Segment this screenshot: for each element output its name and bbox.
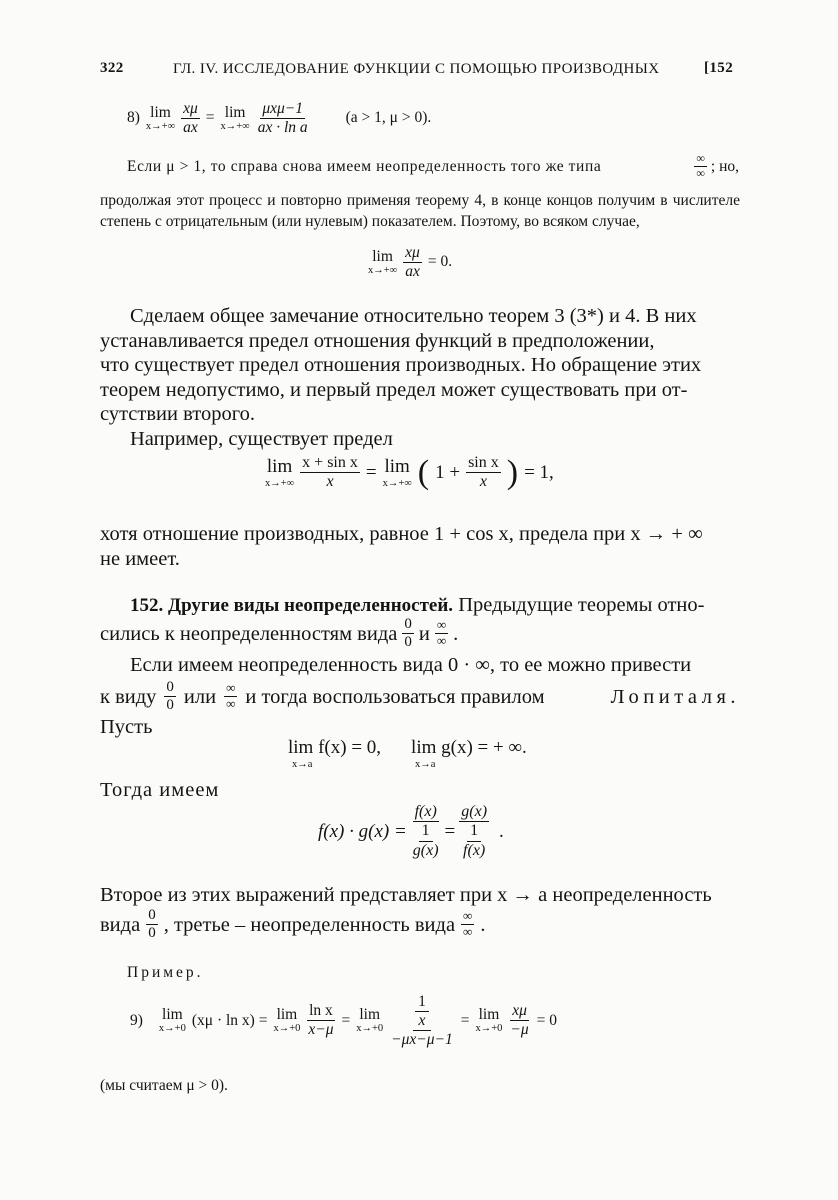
- gx: g(x): [412, 841, 439, 859]
- lim-text: lim: [384, 455, 410, 477]
- limit-operator: [221, 104, 250, 133]
- denominator: x: [326, 473, 334, 491]
- condition: (a > 1, μ > 0).: [345, 109, 432, 127]
- fraction: [466, 454, 501, 492]
- lim-text: lim: [150, 104, 171, 122]
- fraction: [181, 100, 200, 137]
- inf-fraction: [224, 681, 237, 712]
- one-plus: 1 +: [435, 461, 461, 483]
- period: .: [499, 820, 504, 842]
- lim-text: lim: [266, 455, 293, 477]
- lim-subscript: x→+0: [356, 1023, 384, 1035]
- small-text: Если μ > 1, то справа снова имеем неопределенность того же типа: [127, 157, 602, 175]
- remark-paragraph: [100, 304, 740, 451]
- limit-operator: [273, 1006, 300, 1035]
- period: .: [480, 913, 486, 936]
- small-paragraph-line1: [127, 152, 739, 181]
- section-152-line4: [100, 679, 740, 715]
- fraction: [459, 803, 489, 860]
- fraction: [256, 100, 310, 137]
- lim-text: lim f(x) = 0,: [288, 737, 382, 758]
- denominator: [461, 822, 487, 860]
- denominator: ax: [405, 262, 420, 280]
- limit-operator: [265, 457, 294, 489]
- numerator: ∞: [436, 617, 447, 633]
- numerator: 0: [146, 907, 158, 925]
- text-line: хотя отношение производных, равное 1 + cos x, предела при x → + ∞: [100, 523, 703, 545]
- fraction: [508, 1002, 530, 1039]
- lim-subscript: x→+0: [273, 1023, 301, 1035]
- text-line: Например, существует предел: [130, 427, 393, 450]
- inf-fraction: [435, 618, 448, 649]
- second-expr-line2: [100, 907, 485, 943]
- lhs: f(x) · g(x) =: [318, 820, 407, 842]
- inf-fraction: [461, 909, 474, 940]
- limit-f: [288, 738, 381, 770]
- fraction: [306, 1002, 335, 1039]
- zero-fraction: [402, 616, 414, 652]
- lim-text: lim: [372, 248, 393, 266]
- close-paren: ): [506, 453, 519, 491]
- section-text: сились к неопределенностям вида: [100, 622, 398, 645]
- denominator: −μ: [510, 1021, 529, 1039]
- open-paren: (: [417, 453, 430, 491]
- section-text: , третье – неопределенность вида: [163, 913, 456, 936]
- expr: (xμ · ln x) =: [191, 1011, 268, 1029]
- fg-identity: [318, 803, 504, 860]
- numerator: 0: [164, 679, 176, 697]
- limit-operator: [159, 1006, 186, 1035]
- zero-fraction: [146, 907, 158, 943]
- denominator: ∞: [226, 696, 236, 712]
- denominator: −μx−μ−1: [391, 1030, 453, 1048]
- denominator: ax · ln a: [257, 118, 308, 136]
- section-marker: [152: [704, 60, 734, 76]
- and-word: и: [418, 622, 430, 645]
- fraction: [300, 454, 360, 492]
- numerator: x + sin x: [300, 454, 360, 473]
- lim-text: lim: [162, 1006, 183, 1024]
- limit-operator: [356, 1006, 383, 1035]
- denominator: ∞: [696, 165, 705, 180]
- x-var: x: [418, 1011, 426, 1029]
- numerator: sin x: [466, 454, 501, 473]
- equals-sign: =: [205, 109, 215, 127]
- denominator: ax: [183, 118, 198, 136]
- denominator: 0: [166, 697, 174, 714]
- lim-text: lim g(x) = + ∞.: [411, 737, 527, 758]
- numerator: ∞: [696, 151, 705, 165]
- example9-number: 9): [130, 1011, 143, 1029]
- lim-subscript: x→+∞: [382, 477, 412, 489]
- text-line: Сделаем общее замечание относительно теорем 3 (3*) и 4. В них: [130, 305, 697, 327]
- lim-subscript: x→+∞: [265, 477, 295, 489]
- small-text-end: ; но,: [710, 157, 739, 175]
- after-sin-paragraph: [100, 522, 740, 571]
- small-text: продолжая этот процесс и повторно применяя теорему 4, в конце концов получим в числителе степень с отрицательным (или нулевым) показателем. Поэтому, во всяком случае,: [100, 192, 740, 230]
- numerator: ln x: [309, 1002, 333, 1020]
- text-line: что существует предел отношения производных. Но обращение этих: [100, 354, 702, 376]
- period: .: [453, 622, 459, 645]
- text-line: не имеет.: [100, 547, 180, 570]
- equals-sign: =: [444, 820, 456, 842]
- then-have: Тогда имеем: [100, 779, 220, 801]
- section-152-line2: [100, 616, 458, 652]
- denominator: [411, 822, 441, 860]
- result-limit: [368, 244, 452, 281]
- fraction: [403, 244, 422, 281]
- section-text: вида: [100, 913, 141, 936]
- section-text: к виду: [100, 685, 157, 708]
- second-expr-line1: Второе из этих выражений представляет при x → a неопределенность: [100, 884, 712, 906]
- limit-operator: [475, 1006, 502, 1035]
- lim-text: lim: [478, 1006, 500, 1024]
- lim-subscript: x→a: [292, 758, 313, 770]
- numerator: xμ: [512, 1002, 527, 1020]
- example8-number: 8): [127, 109, 140, 127]
- section-title: 152. Другие виды неопределенностей.: [130, 595, 454, 616]
- or-word: или: [183, 685, 217, 708]
- zero-fraction: [164, 679, 176, 715]
- lim-text: lim: [359, 1006, 381, 1024]
- one: 1: [419, 822, 433, 841]
- fraction: [411, 803, 441, 860]
- denominator: 0: [404, 634, 412, 651]
- rhs: = 0.: [427, 253, 453, 271]
- numerator: f(x): [413, 803, 439, 822]
- lim-text: lim: [276, 1006, 298, 1024]
- lopital-name: Лопиталя.: [610, 685, 740, 708]
- small-paragraph-2: [100, 190, 740, 232]
- chapter-title: ГЛ. IV. ИССЛЕДОВАНИЕ ФУНКЦИИ С ПОМОЩЬЮ ПРОИЗВОДНЫХ: [173, 61, 660, 77]
- numerator: ∞: [463, 908, 473, 924]
- numerator: g(x): [459, 803, 489, 822]
- limit-g: [411, 738, 527, 770]
- equals-sign: =: [460, 1011, 470, 1029]
- let-word: Пусть: [100, 716, 153, 738]
- limits-fg: [288, 738, 527, 770]
- final-note: (мы считаем μ > 0).: [100, 1077, 228, 1094]
- lim-subscript: x→+∞: [220, 121, 250, 133]
- one: 1: [415, 993, 429, 1012]
- example8-formula: [127, 100, 431, 137]
- denominator: 0: [148, 925, 156, 942]
- numerator: 0: [402, 616, 414, 634]
- section-152-line1: [130, 593, 704, 619]
- lim-subscript: x→a: [415, 758, 436, 770]
- numerator: ∞: [226, 680, 236, 696]
- sin-example-formula: [265, 454, 554, 492]
- lim-subscript: x→+∞: [368, 265, 398, 277]
- limit-operator: [383, 457, 412, 489]
- one: 1: [467, 822, 481, 841]
- equals-sign: =: [365, 461, 377, 483]
- equals-sign: =: [341, 1011, 351, 1029]
- inf-fraction: [694, 152, 707, 181]
- lim-subscript: x→+∞: [145, 121, 176, 133]
- fx: f(x): [463, 841, 486, 859]
- denominator: x−μ: [308, 1021, 334, 1039]
- limit-operator: [368, 248, 397, 277]
- text-line: сутствии второго.: [100, 403, 255, 425]
- section-152-line3: Если имеем неопределенность вида 0 · ∞, то ее можно привести: [130, 654, 692, 676]
- rhs: = 1,: [524, 461, 554, 483]
- section-text: Предыдущие теоремы отно-: [458, 594, 705, 616]
- lim-text: lim: [224, 104, 246, 122]
- example9-formula: [130, 993, 557, 1048]
- fraction: [389, 993, 455, 1048]
- denominator: x: [479, 473, 487, 491]
- numerator: μxμ−1: [262, 100, 303, 117]
- text-line: устанавливается предел отношения функций в предположении,: [100, 329, 655, 352]
- page-number: 322: [100, 60, 124, 76]
- section-text: и тогда воспользоваться правилом: [245, 685, 545, 708]
- lim-subscript: x→+0: [158, 1023, 186, 1035]
- limit-operator: [146, 104, 175, 133]
- numerator: xμ: [183, 100, 198, 117]
- denominator: ∞: [436, 633, 447, 649]
- numerator: xμ: [405, 244, 420, 261]
- text-line: теорем недопустимо, и первый предел может существовать при от-: [100, 378, 688, 401]
- numerator: [413, 993, 431, 1031]
- denominator: ∞: [463, 924, 473, 940]
- example-label: Пример.: [127, 964, 204, 981]
- rhs: = 0: [536, 1011, 558, 1029]
- lim-subscript: x→+0: [475, 1023, 503, 1035]
